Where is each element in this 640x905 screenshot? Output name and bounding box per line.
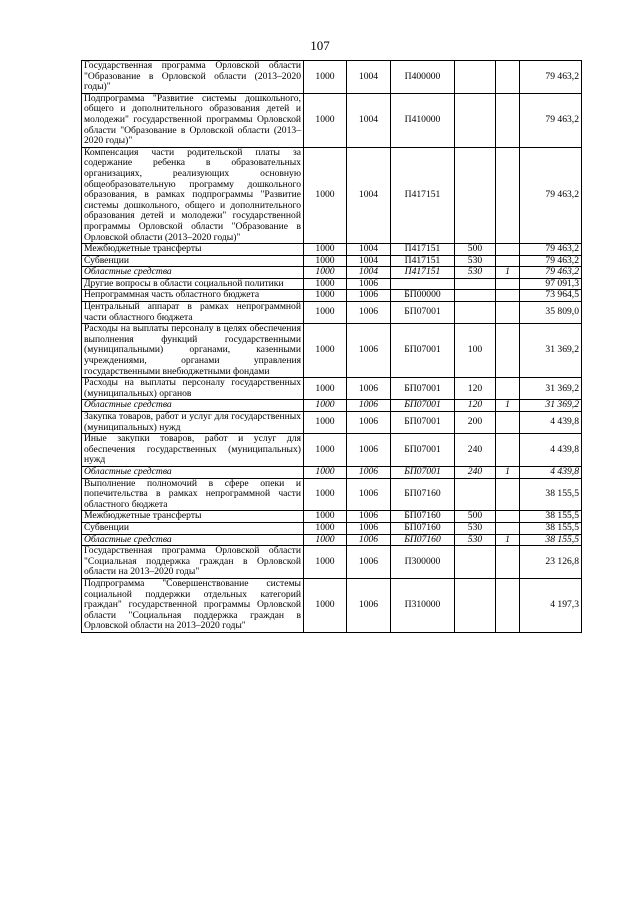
source-code bbox=[496, 412, 520, 434]
expense-type-code: 530 bbox=[455, 267, 496, 279]
section-code: 1000 bbox=[304, 434, 347, 467]
target-article-code: БП07001 bbox=[391, 434, 455, 467]
table-row bbox=[82, 522, 582, 534]
expense-type-code: 240 bbox=[455, 466, 496, 478]
amount: 4 439,8 bbox=[520, 412, 582, 434]
subsection-code: 1006 bbox=[347, 534, 391, 546]
subsection-code: 1006 bbox=[347, 378, 391, 400]
target-article-code: П417151 bbox=[391, 267, 455, 279]
source-code: 1 bbox=[496, 267, 520, 279]
row-name: Закупка товаров, работ и услуг для государственных (муниципальных) нужд bbox=[82, 412, 304, 434]
page-number: 107 bbox=[310, 38, 330, 53]
table-row bbox=[82, 290, 582, 302]
source-code bbox=[496, 511, 520, 523]
section-code: 1000 bbox=[304, 278, 347, 290]
amount: 97 091,3 bbox=[520, 278, 582, 290]
subsection-code: 1006 bbox=[347, 412, 391, 434]
amount: 31 369,2 bbox=[520, 324, 582, 378]
expense-type-code bbox=[455, 61, 496, 94]
source-code bbox=[496, 147, 520, 243]
section-code: 1000 bbox=[304, 324, 347, 378]
row-name: Областные средства bbox=[82, 400, 304, 412]
table-row bbox=[82, 434, 582, 467]
section-code: 1000 bbox=[304, 290, 347, 302]
section-code: 1000 bbox=[304, 546, 347, 579]
row-name: Подпрограмма "Развитие системы дошкольного, общего и дополнительного образования детей и молодежи" государственной программы Орловской области "Образование в Орловской области (2013–2020 годы)" bbox=[82, 93, 304, 147]
table-row bbox=[82, 324, 582, 378]
source-code bbox=[496, 324, 520, 378]
source-code: 1 bbox=[496, 534, 520, 546]
source-code: 1 bbox=[496, 466, 520, 478]
table-row bbox=[82, 466, 582, 478]
target-article-code: П400000 bbox=[391, 61, 455, 94]
row-name: Субвенции bbox=[82, 522, 304, 534]
amount: 31 369,2 bbox=[520, 378, 582, 400]
section-code: 1000 bbox=[304, 61, 347, 94]
amount: 79 463,2 bbox=[520, 147, 582, 243]
row-name: Расходы на выплаты персоналу в целях обеспечения выполнения функций государственными (муниципальными) органами, казенными учреждениями, органами управления государственными внебюджетными фондами bbox=[82, 324, 304, 378]
section-code: 1000 bbox=[304, 466, 347, 478]
expense-type-code: 530 bbox=[455, 255, 496, 267]
table-row bbox=[82, 511, 582, 523]
subsection-code: 1006 bbox=[347, 400, 391, 412]
source-code bbox=[496, 61, 520, 94]
source-code bbox=[496, 522, 520, 534]
row-name: Межбюджетные трансферты bbox=[82, 244, 304, 256]
source-code bbox=[496, 546, 520, 579]
table-row bbox=[82, 278, 582, 290]
source-code bbox=[496, 434, 520, 467]
subsection-code: 1006 bbox=[347, 434, 391, 467]
source-code bbox=[496, 578, 520, 632]
table-row bbox=[82, 412, 582, 434]
subsection-code: 1006 bbox=[347, 302, 391, 324]
target-article-code: БП07160 bbox=[391, 522, 455, 534]
subsection-code: 1004 bbox=[347, 244, 391, 256]
row-name: Центральный аппарат в рамках непрограммной части областного бюджета bbox=[82, 302, 304, 324]
source-code bbox=[496, 478, 520, 511]
subsection-code: 1006 bbox=[347, 522, 391, 534]
source-code bbox=[496, 255, 520, 267]
amount: 4 197,3 bbox=[520, 578, 582, 632]
target-article-code: БП07001 bbox=[391, 412, 455, 434]
target-article-code: БП07001 bbox=[391, 378, 455, 400]
table-row bbox=[82, 578, 582, 632]
row-name: Областные средства bbox=[82, 534, 304, 546]
subsection-code: 1004 bbox=[347, 267, 391, 279]
source-code bbox=[496, 302, 520, 324]
target-article-code: П417151 bbox=[391, 244, 455, 256]
table-row bbox=[82, 534, 582, 546]
row-name: Областные средства bbox=[82, 466, 304, 478]
target-article-code: БП00000 bbox=[391, 290, 455, 302]
target-article-code: БП07001 bbox=[391, 324, 455, 378]
source-code: 1 bbox=[496, 400, 520, 412]
target-article-code: П417151 bbox=[391, 255, 455, 267]
expense-type-code: 530 bbox=[455, 534, 496, 546]
section-code: 1000 bbox=[304, 511, 347, 523]
table-row bbox=[82, 93, 582, 147]
amount: 4 439,8 bbox=[520, 434, 582, 467]
section-code: 1000 bbox=[304, 522, 347, 534]
expense-type-code bbox=[455, 93, 496, 147]
subsection-code: 1004 bbox=[347, 147, 391, 243]
section-code: 1000 bbox=[304, 302, 347, 324]
row-name: Иные закупки товаров, работ и услуг для обеспечения государственных (муниципальных) нужд bbox=[82, 434, 304, 467]
amount: 31 369,2 bbox=[520, 400, 582, 412]
expense-type-code: 120 bbox=[455, 378, 496, 400]
row-name: Непрограммная часть областного бюджета bbox=[82, 290, 304, 302]
expense-type-code: 500 bbox=[455, 244, 496, 256]
table-row bbox=[82, 244, 582, 256]
target-article-code: П417151 bbox=[391, 147, 455, 243]
expense-type-code bbox=[455, 302, 496, 324]
expense-type-code: 530 bbox=[455, 522, 496, 534]
amount: 79 463,2 bbox=[520, 93, 582, 147]
subsection-code: 1006 bbox=[347, 466, 391, 478]
target-article-code bbox=[391, 278, 455, 290]
amount: 79 463,2 bbox=[520, 244, 582, 256]
table-row bbox=[82, 267, 582, 279]
expense-type-code bbox=[455, 290, 496, 302]
subsection-code: 1006 bbox=[347, 546, 391, 579]
expense-type-code bbox=[455, 278, 496, 290]
target-article-code: БП07001 bbox=[391, 400, 455, 412]
target-article-code: БП07160 bbox=[391, 478, 455, 511]
subsection-code: 1006 bbox=[347, 578, 391, 632]
budget-table bbox=[81, 60, 582, 633]
row-name: Субвенции bbox=[82, 255, 304, 267]
source-code bbox=[496, 93, 520, 147]
source-code bbox=[496, 290, 520, 302]
target-article-code: БП07001 bbox=[391, 466, 455, 478]
row-name: Компенсация части родительской платы за содержание ребенка в образовательных организациях, реализующих основную общеобразовательную программу дошкольного образования, в рамках подпрограммы "Развитие системы дошкольного, общего и дополнительного образования детей и молодежи" государственной программы Орловской области "Образование в Орловской области (2013–2020 годы)" bbox=[82, 147, 304, 243]
section-code: 1000 bbox=[304, 147, 347, 243]
subsection-code: 1006 bbox=[347, 478, 391, 511]
amount: 73 964,5 bbox=[520, 290, 582, 302]
section-code: 1000 bbox=[304, 412, 347, 434]
table-row bbox=[82, 302, 582, 324]
subsection-code: 1006 bbox=[347, 324, 391, 378]
amount: 79 463,2 bbox=[520, 255, 582, 267]
expense-type-code: 200 bbox=[455, 412, 496, 434]
row-name: Выполнение полномочий в сфере опеки и попечительства в рамках непрограммной части областного бюджета bbox=[82, 478, 304, 511]
amount: 35 809,0 bbox=[520, 302, 582, 324]
amount: 79 463,2 bbox=[520, 267, 582, 279]
target-article-code: П300000 bbox=[391, 546, 455, 579]
expense-type-code: 120 bbox=[455, 400, 496, 412]
amount: 38 155,5 bbox=[520, 511, 582, 523]
row-name: Государственная программа Орловской области "Образование в Орловской области (2013–2020 годы)" bbox=[82, 61, 304, 94]
subsection-code: 1004 bbox=[347, 61, 391, 94]
subsection-code: 1006 bbox=[347, 290, 391, 302]
expense-type-code bbox=[455, 546, 496, 579]
table-row bbox=[82, 400, 582, 412]
amount: 38 155,5 bbox=[520, 478, 582, 511]
subsection-code: 1006 bbox=[347, 511, 391, 523]
row-name: Расходы на выплаты персоналу государственных (муниципальных) органов bbox=[82, 378, 304, 400]
section-code: 1000 bbox=[304, 578, 347, 632]
table-row bbox=[82, 147, 582, 243]
subsection-code: 1006 bbox=[347, 278, 391, 290]
amount: 38 155,5 bbox=[520, 522, 582, 534]
section-code: 1000 bbox=[304, 244, 347, 256]
target-article-code: П310000 bbox=[391, 578, 455, 632]
subsection-code: 1004 bbox=[347, 93, 391, 147]
table-row bbox=[82, 378, 582, 400]
row-name: Подпрограмма "Совершенствование системы социальной поддержки отдельных категорий граждан" государственной программы Орловской области "Социальная поддержка граждан в Орловской области на 2013–2020 годы" bbox=[82, 578, 304, 632]
amount: 79 463,2 bbox=[520, 61, 582, 94]
expense-type-code bbox=[455, 478, 496, 511]
table-row bbox=[82, 546, 582, 579]
row-name: Межбюджетные трансферты bbox=[82, 511, 304, 523]
expense-type-code bbox=[455, 578, 496, 632]
amount: 38 155,5 bbox=[520, 534, 582, 546]
section-code: 1000 bbox=[304, 400, 347, 412]
table-row bbox=[82, 61, 582, 94]
section-code: 1000 bbox=[304, 378, 347, 400]
table-row bbox=[82, 478, 582, 511]
row-name: Областные средства bbox=[82, 267, 304, 279]
subsection-code: 1004 bbox=[347, 255, 391, 267]
section-code: 1000 bbox=[304, 93, 347, 147]
source-code bbox=[496, 378, 520, 400]
expense-type-code: 100 bbox=[455, 324, 496, 378]
target-article-code: БП07001 bbox=[391, 302, 455, 324]
expense-type-code bbox=[455, 147, 496, 243]
target-article-code: БП07160 bbox=[391, 534, 455, 546]
expense-type-code: 240 bbox=[455, 434, 496, 467]
amount: 23 126,8 bbox=[520, 546, 582, 579]
expense-type-code: 500 bbox=[455, 511, 496, 523]
row-name: Государственная программа Орловской области "Социальная поддержка граждан в Орловской области на 2013–2020 годы" bbox=[82, 546, 304, 579]
section-code: 1000 bbox=[304, 255, 347, 267]
section-code: 1000 bbox=[304, 534, 347, 546]
source-code bbox=[496, 244, 520, 256]
table-row bbox=[82, 255, 582, 267]
section-code: 1000 bbox=[304, 478, 347, 511]
source-code bbox=[496, 278, 520, 290]
target-article-code: П410000 bbox=[391, 93, 455, 147]
target-article-code: БП07160 bbox=[391, 511, 455, 523]
section-code: 1000 bbox=[304, 267, 347, 279]
row-name: Другие вопросы в области социальной политики bbox=[82, 278, 304, 290]
amount: 4 439,8 bbox=[520, 466, 582, 478]
